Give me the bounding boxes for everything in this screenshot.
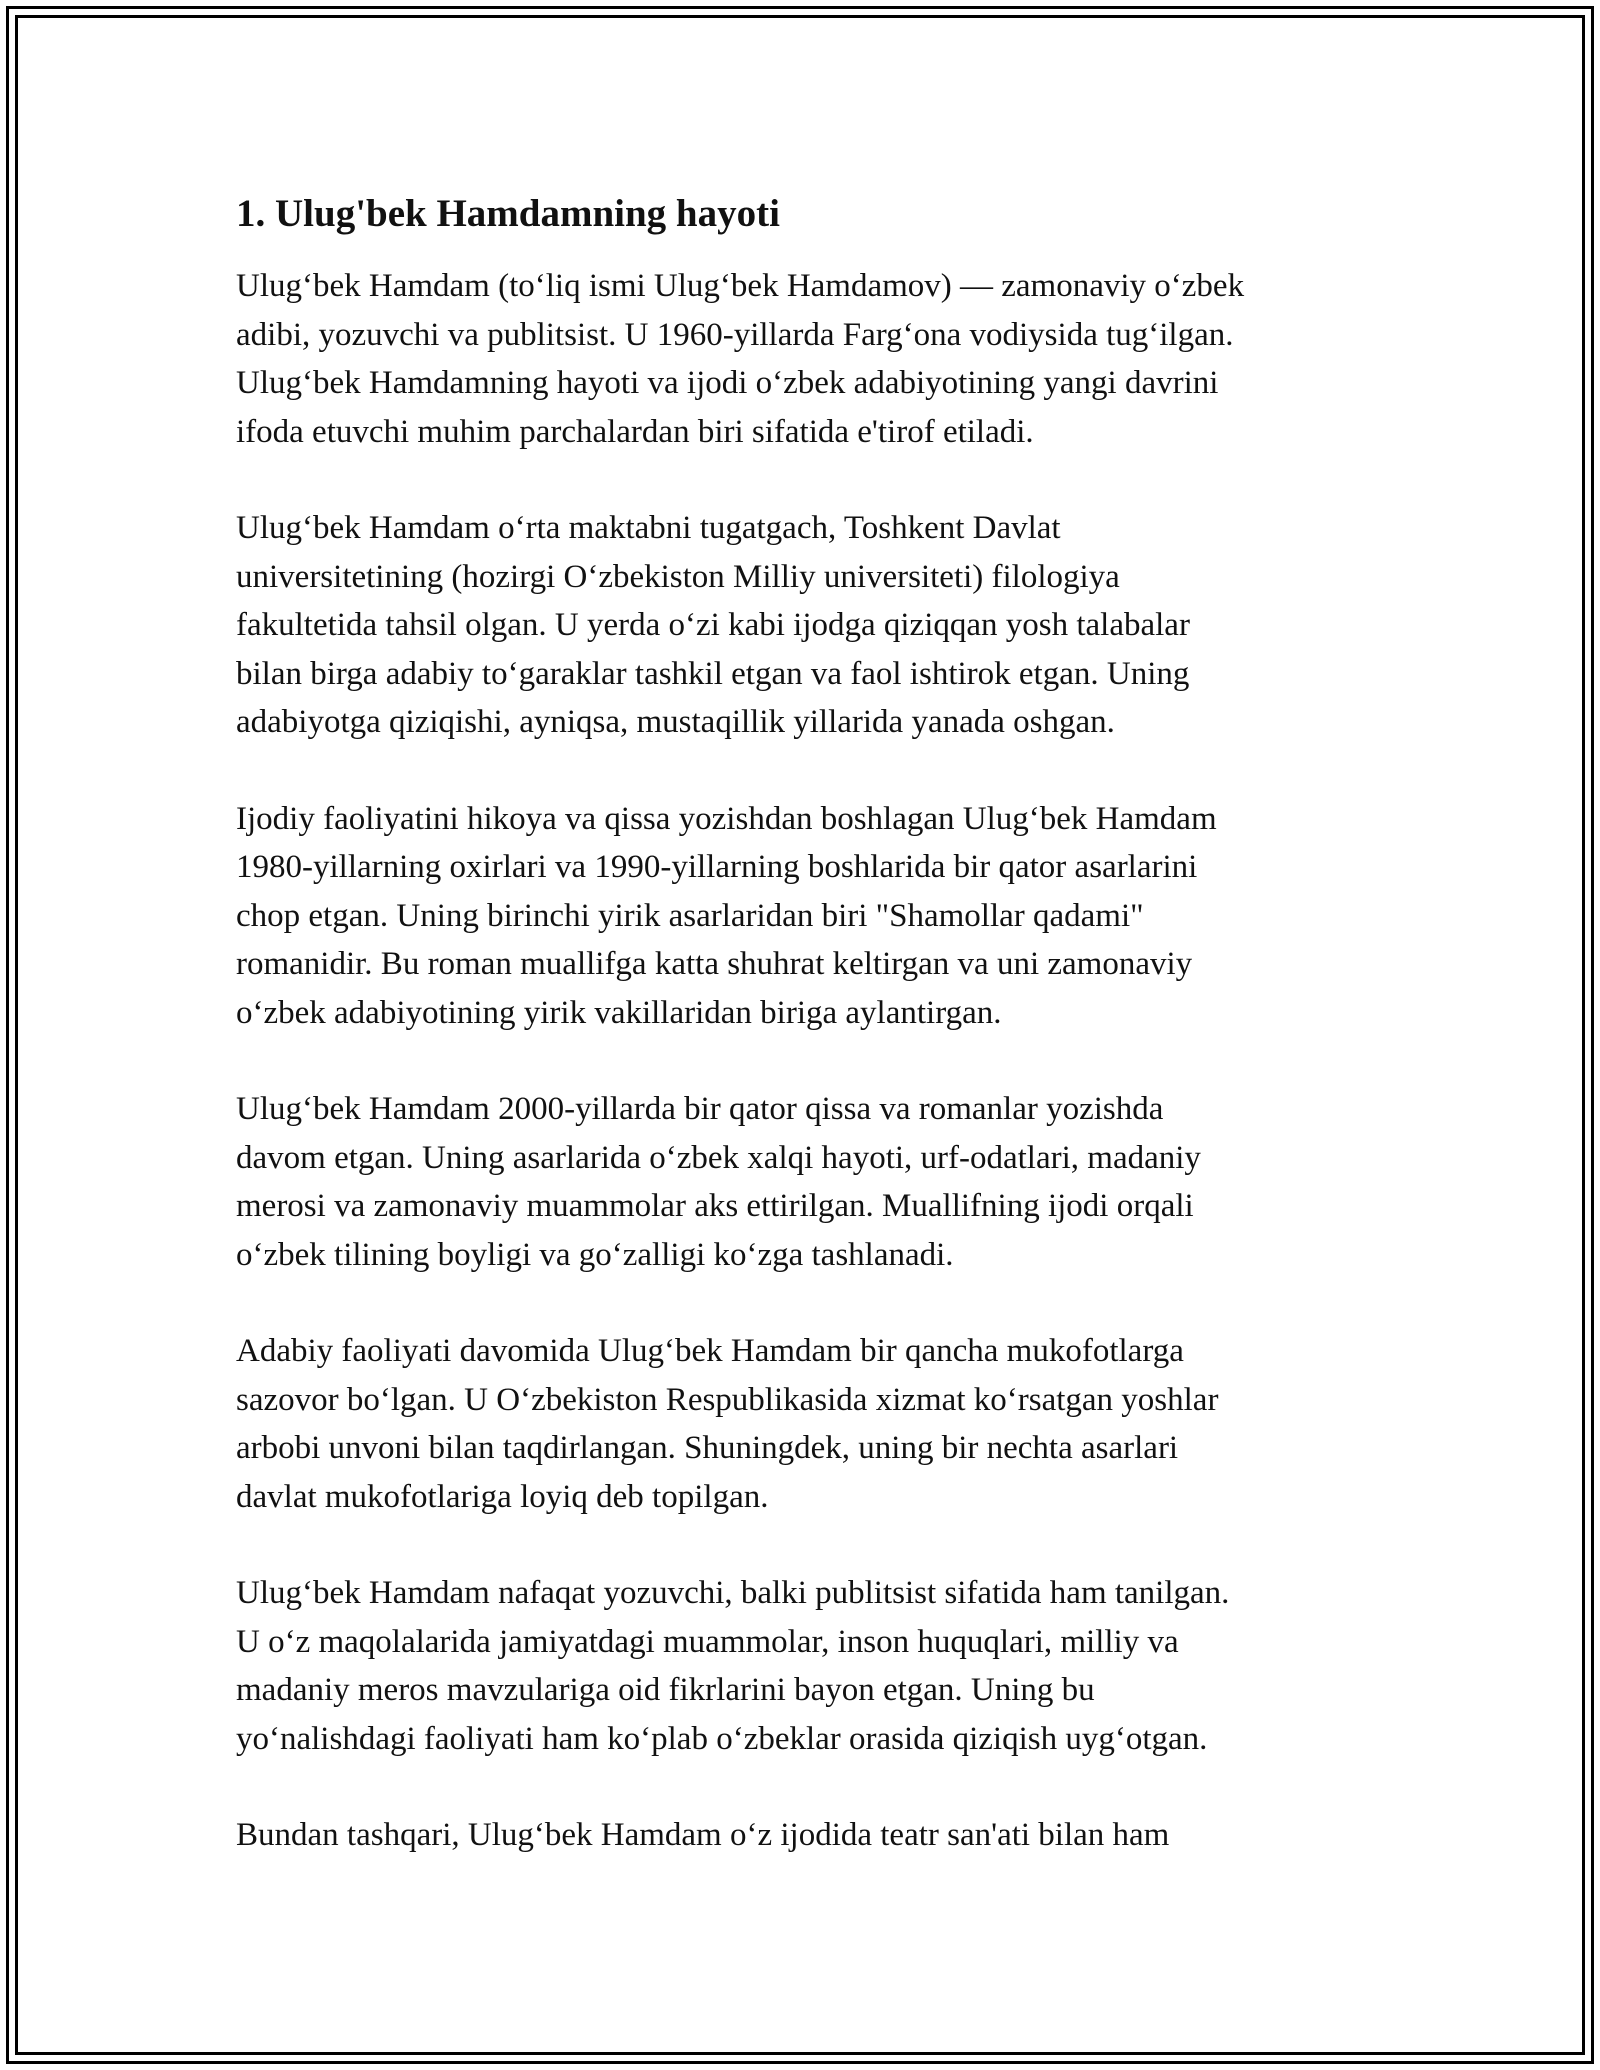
paragraph-2: Ulug‘bek Hamdam o‘rta maktabni tugatgach, Toshkent Davlat universitetining (hozirgi O‘zbekiston Milliy universiteti) filologiya fakultetida tahsil olgan. U yerda o‘zi kabi ijodga qiziqqan yosh talabalar bilan birga adabiy to‘garaklar tashkil etgan va faol ishtirok etgan. Uning adabiyotga qiziqishi, ayniqsa, mustaqillik yillarida yanada oshgan. bbox=[236, 510, 1190, 740]
paragraph-5: Adabiy faoliyati davomida Ulug‘bek Hamdam bir qancha mukofotlarga sazovor bo‘lgan. U O‘zbekiston Respublikasida xizmat ko‘rsatgan yoshlar arbobi unvoni bilan taqdirlangan. Shuningdek, uning bir nechta asarlari davlat mukofotlariga loyiq deb topilgan. bbox=[236, 1333, 1219, 1515]
document-title: 1. Ulug'bek Hamdamning hayoti bbox=[236, 192, 780, 235]
paragraph-4: Ulug‘bek Hamdam 2000-yillarda bir qator qissa va romanlar yozishda davom etgan. Uning asarlarida o‘zbek xalqi hayoti, urf-odatlari, madaniy merosi va zamonaviy muammolar aks ettirilgan. Muallifning ijodi orqali o‘zbek tilining boyligi va go‘zalligi ko‘zga tashlanadi. bbox=[236, 1091, 1201, 1273]
document-body bbox=[236, 186, 1366, 1908]
paragraph-3: Ijodiy faoliyatini hikoya va qissa yozishdan boshlagan Ulug‘bek Hamdam 1980-yillarning oxirlari va 1990-yillarning boshlarida bir qator asarlarini chop etgan. Uning birinchi yirik asarlaridan biri "Shamollar qadami" romanidir. Bu roman muallifga katta shuhrat keltirgan va uni zamonaviy o‘zbek adabiyotining yirik vakillaridan biriga aylantirgan. bbox=[236, 800, 1217, 1031]
paragraph-6: Ulug‘bek Hamdam nafaqat yozuvchi, balki publitsist sifatida ham tanilgan. U o‘z maqolalarida jamiyatdagi muammolar, inson huquqlari, milliy va madaniy meros mavzulariga oid fikrlarini bayon etgan. Uning bu yo‘nalishdagi faoliyati ham ko‘plab o‘zbeklar orasida qiziqish uyg‘otgan. bbox=[236, 1575, 1230, 1757]
paragraph-1: Ulug‘bek Hamdam (to‘liq ismi Ulug‘bek Hamdamov) — zamonaviy o‘zbek adibi, yozuvchi va publitsist. U 1960-yillarda Farg‘ona vodiysida tug‘ilgan. Ulug‘bek Hamdamning hayoti va ijodi o‘zbek adabiyotining yangi davrini ifoda etuvchi muhim parchalardan biri sifatida e'tirof etiladi. bbox=[236, 268, 1245, 450]
paragraph-7: Bundan tashqari, Ulug‘bek Hamdam o‘z ijodida teatr san'ati bilan ham bbox=[236, 1817, 1170, 1853]
